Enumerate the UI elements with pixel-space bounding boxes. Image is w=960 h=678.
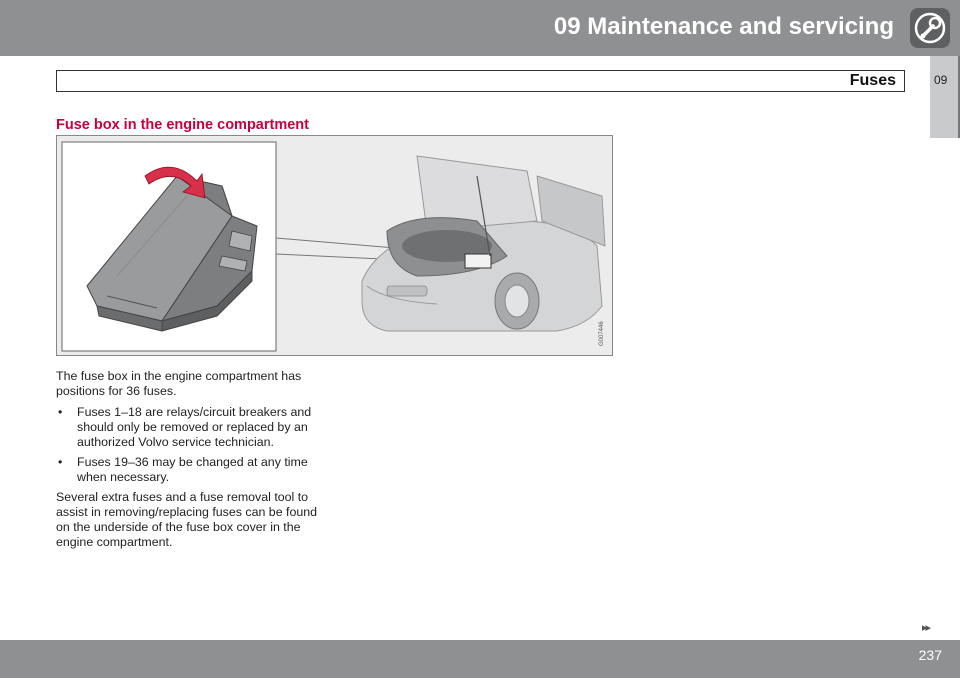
wrench-icon xyxy=(908,6,952,50)
section-title: Fuses xyxy=(849,72,896,89)
figure-code: G007446 xyxy=(599,321,605,346)
car-illustration xyxy=(362,156,605,331)
paragraph-1: The fuse box in the engine compartment has positions for 36 fuses. xyxy=(56,369,302,398)
fuse-box-location xyxy=(465,254,491,268)
chapter-tab-label: 09 xyxy=(934,73,948,87)
chapter-title: 09 Maintenance and servicing xyxy=(553,13,894,40)
bullet-text-2: Fuses 19–36 may be changed at any time when necessary. xyxy=(77,455,308,484)
continue-marker: ▸▸ xyxy=(922,622,930,634)
bullet-text-1: Fuses 1–18 are relays/circuit breakers and should only be removed or replaced by an authorized Volvo service technician. xyxy=(77,405,312,449)
chapter-tab[interactable] xyxy=(930,56,960,138)
section-bar xyxy=(56,70,905,92)
figure-illustration xyxy=(57,136,613,356)
bullet-dot: • xyxy=(58,455,63,469)
section-heading: Fuse box in the engine compartment xyxy=(56,117,309,133)
paragraph-2: Several extra fuses and a fuse removal tool to assist in removing/replacing fuses can be found on the underside of the fuse box cover in the engine compartment. xyxy=(56,490,318,549)
bullet-dot: • xyxy=(58,405,63,419)
footer-band xyxy=(0,640,960,678)
fuse-box-figure xyxy=(56,135,613,356)
page-number: 237 xyxy=(918,647,942,663)
